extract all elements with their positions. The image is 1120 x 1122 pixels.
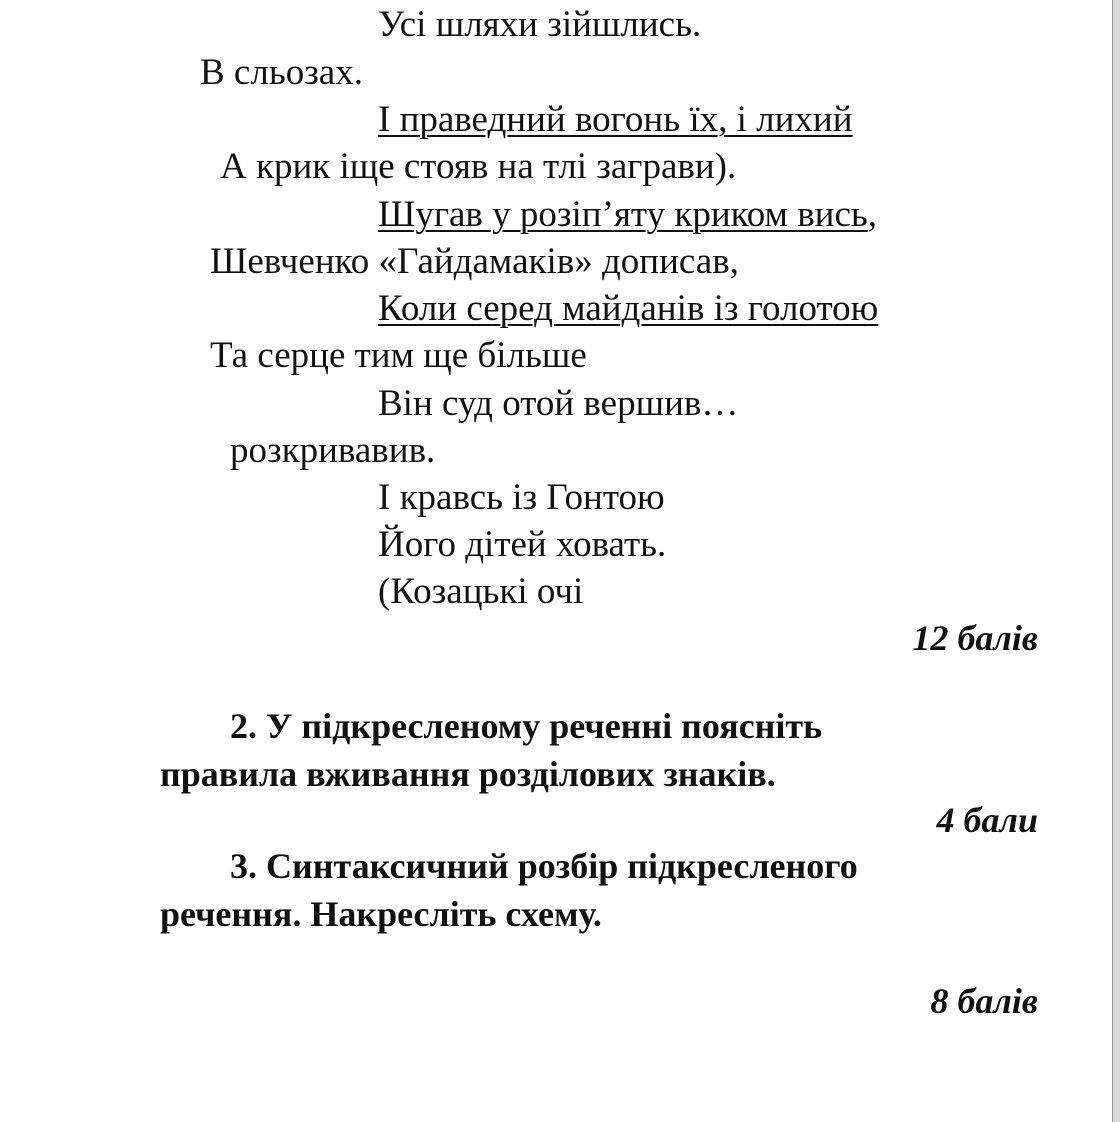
poem-line: В сльозах. — [200, 52, 363, 93]
poem-line-underlined: Коли серед майданів із голотою — [378, 288, 879, 329]
poem-line: Його дітей ховать. — [378, 524, 667, 565]
points-label: 8 балів — [930, 981, 1038, 1021]
underlined-text: Шугав у розіп’яту криком вись — [378, 194, 868, 235]
poem-line: Та серце тим ще більше — [210, 335, 587, 376]
poem-line: І кравсь із Гонтою — [378, 477, 665, 518]
comma: , — [867, 194, 878, 235]
task-3-text: 3. Синтаксичний розбір підкресленого речення. Накресліть схему. — [160, 846, 858, 934]
poem-line: розкривавив. — [230, 430, 436, 471]
points-label: 12 балів — [912, 618, 1038, 658]
poem-line-underlined — [378, 192, 877, 238]
poem-line-underlined: І праведний вогонь їх, і лихий — [378, 99, 853, 140]
poem-line: Усі шляхи зійшлись. — [378, 4, 702, 45]
poem-line: Він суд отой вершив… — [378, 383, 739, 424]
page-edge — [1112, 0, 1120, 1122]
task-2-text: 2. У підкресленому реченні поясніть правила вживання розділових знаків. — [160, 706, 823, 794]
poem-line: (Козацькі очі — [378, 571, 584, 612]
points-label: 4 бали — [936, 800, 1038, 840]
poem-line: Шевченко «Гайдамаків» дописав, — [210, 241, 739, 282]
poem-line: А крик іще стояв на тлі заграви). — [220, 146, 737, 187]
